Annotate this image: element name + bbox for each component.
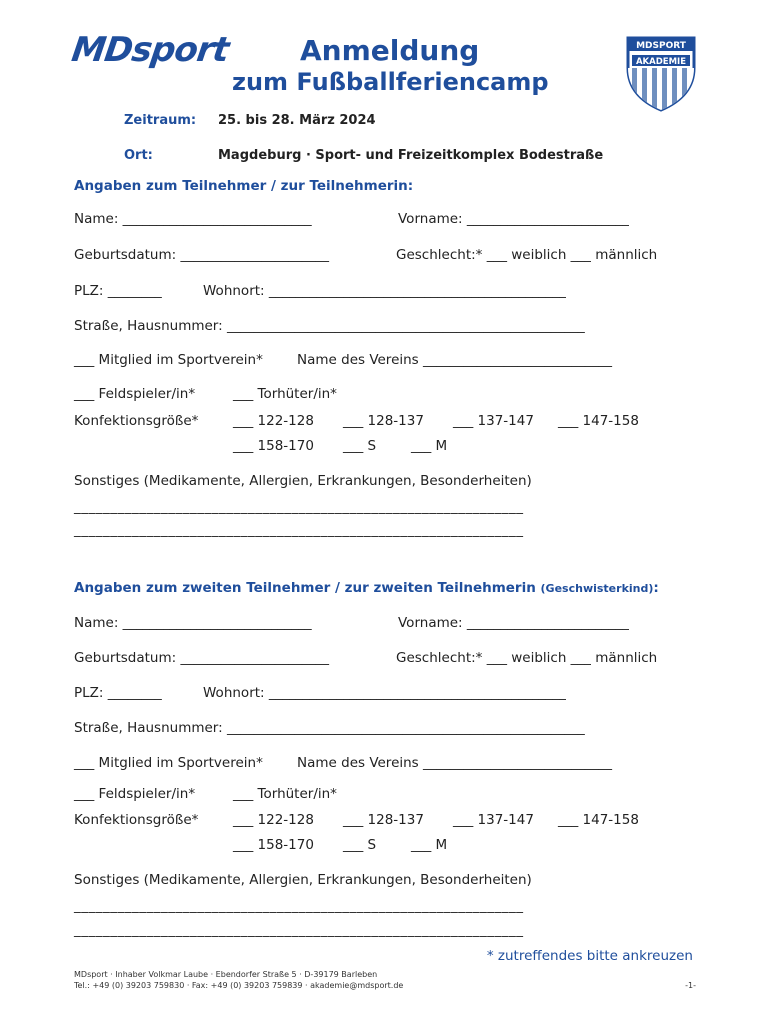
verein-field[interactable]: Name des Vereins ____________________________	[297, 352, 613, 368]
akademie-badge-icon	[624, 34, 698, 112]
plz-field[interactable]: PLZ: ________	[74, 283, 162, 299]
strasse-field[interactable]: Straße, Hausnummer: _____________________________________________________	[74, 318, 585, 334]
size-option[interactable]: ___ 137-147	[453, 413, 534, 429]
place-label: Ort:	[124, 148, 153, 163]
vorname-field[interactable]: Vorname: ________________________	[398, 615, 629, 631]
size-option[interactable]: ___ S	[343, 438, 377, 454]
size-option[interactable]: ___ 128-137	[343, 413, 424, 429]
period-label: Zeitraum:	[124, 113, 197, 128]
size-option[interactable]: ___ 122-128	[233, 413, 314, 429]
size-option[interactable]: ___ S	[343, 837, 377, 853]
plz-field[interactable]: PLZ: ________	[74, 685, 162, 701]
torhueter-checkbox[interactable]: ___ Torhüter/in*	[233, 786, 337, 802]
wohnort-field[interactable]: Wohnort: ____________________________________________	[203, 685, 566, 701]
page-number: -1-	[685, 981, 696, 990]
sonstiges-label: Sonstiges (Medikamente, Allergien, Erkrankungen, Besonderheiten)	[74, 872, 532, 888]
mitglied-checkbox[interactable]: ___ Mitglied im Sportverein*	[74, 352, 263, 368]
geburtsdatum-field[interactable]: Geburtsdatum: ______________________	[74, 247, 329, 263]
name-field[interactable]: Name: ____________________________	[74, 211, 312, 227]
size-option[interactable]: ___ M	[411, 438, 448, 454]
badge-bottom-text: AKADEMIE	[635, 57, 687, 67]
sonstiges-label: Sonstiges (Medikamente, Allergien, Erkrankungen, Besonderheiten)	[74, 473, 532, 489]
vorname-field[interactable]: Vorname: ________________________	[398, 211, 629, 227]
wohnort-field[interactable]: Wohnort: ____________________________________________	[203, 283, 566, 299]
mitglied-checkbox[interactable]: ___ Mitglied im Sportverein*	[74, 755, 263, 771]
torhueter-checkbox[interactable]: ___ Torhüter/in*	[233, 386, 337, 402]
footnote: * zutreffendes bitte ankreuzen	[486, 948, 693, 964]
verein-field[interactable]: Name des Vereins ____________________________	[297, 755, 613, 771]
sonstiges-line-1[interactable]: ______________________________________________________________	[74, 499, 524, 515]
strasse-field[interactable]: Straße, Hausnummer: _____________________________________________________	[74, 720, 585, 736]
brand-logo: MDsport	[69, 30, 231, 70]
sonstiges-line-2[interactable]: ______________________________________________________________	[74, 522, 524, 538]
page-subtitle: zum Fußballferiencamp	[232, 68, 549, 96]
page-title: Anmeldung	[300, 34, 480, 67]
geschlecht-field[interactable]: Geschlecht:* ___ weiblich ___ männlich	[396, 247, 658, 263]
footer-address: MDsport · Inhaber Volkmar Laube · Ebendorfer Straße 5 · D-39179 Barleben	[74, 970, 378, 979]
footer-contact: Tel.: +49 (0) 39203 759830 · Fax: +49 (0) 39203 759839 · akademie@mdsport.de	[74, 981, 404, 990]
feldspieler-checkbox[interactable]: ___ Feldspieler/in*	[74, 386, 196, 402]
section-suffix: (Geschwisterkind)	[540, 582, 654, 595]
size-option[interactable]: ___ 122-128	[233, 812, 314, 828]
size-option[interactable]: ___ M	[411, 837, 448, 853]
konfektion-label: Konfektionsgröße*	[74, 413, 199, 429]
period-value: 25. bis 28. März 2024	[218, 113, 376, 128]
section-title-participant-2: Angaben zum zweiten Teilnehmer / zur zweiten Teilnehmerin (Geschwisterkind):	[74, 580, 659, 596]
konfektion-label: Konfektionsgröße*	[74, 812, 199, 828]
geburtsdatum-field[interactable]: Geburtsdatum: ______________________	[74, 650, 329, 666]
size-option[interactable]: ___ 128-137	[343, 812, 424, 828]
geschlecht-field[interactable]: Geschlecht:* ___ weiblich ___ männlich	[396, 650, 658, 666]
size-option[interactable]: ___ 147-158	[558, 812, 639, 828]
feldspieler-checkbox[interactable]: ___ Feldspieler/in*	[74, 786, 196, 802]
sonstiges-line-2[interactable]: ______________________________________________________________	[74, 922, 524, 938]
badge-top-text: MDSPORT	[636, 41, 686, 51]
size-option[interactable]: ___ 158-170	[233, 837, 314, 853]
place-value: Magdeburg · Sport- und Freizeitkomplex Bodestraße	[218, 148, 604, 163]
name-field[interactable]: Name: ____________________________	[74, 615, 312, 631]
sonstiges-line-1[interactable]: ______________________________________________________________	[74, 898, 524, 914]
size-option[interactable]: ___ 147-158	[558, 413, 639, 429]
size-option[interactable]: ___ 137-147	[453, 812, 534, 828]
section-title-participant-1: Angaben zum Teilnehmer / zur Teilnehmerin:	[74, 178, 414, 194]
size-option[interactable]: ___ 158-170	[233, 438, 314, 454]
